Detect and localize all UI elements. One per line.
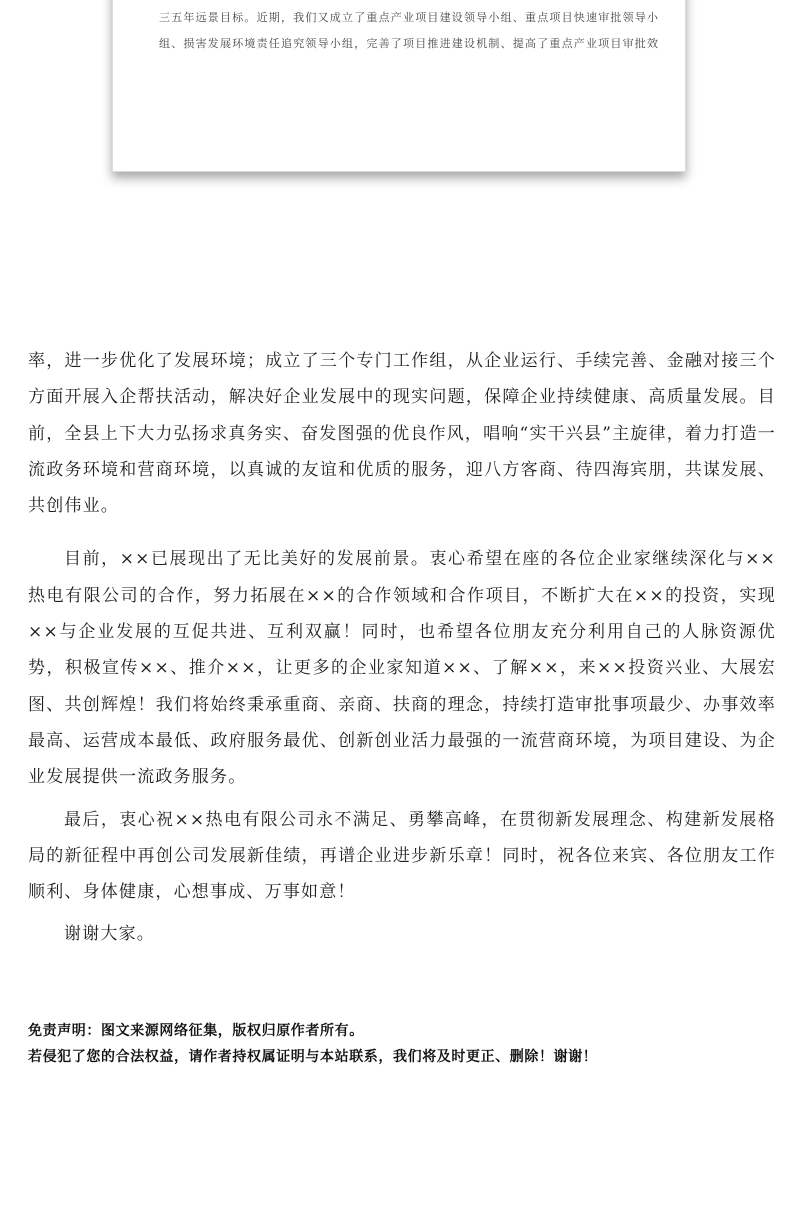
disclaimer — [28, 1018, 788, 1070]
paragraph-1: 率，进一步优化了发展环境；成立了三个专门工作组，从企业运行、手续完善、金融对接三个方面开展入企帮扶活动，解决好企业发展中的现实问题，保障企业持续健康、高质量发展。目前，全县上下大力弘扬求真务实、奋发图强的优良作风，唱响“实干兴县”主旋律，着力打造一流政务环境和营商环境，以真诚的友谊和优质的服务，迎八方客商、待四海宾朋，共谋发展、共创伟业。 — [28, 351, 776, 517]
paragraph-4: 谢谢大家。 — [64, 924, 155, 945]
paragraph-3: 最后，衷心祝××热电有限公司永不满足、勇攀高峰，在贯彻新发展理念、构建新发展格局的新征程中再创公司发展新佳绩，再谱企业进步新乐章！同时，祝各位来宾、各位朋友工作顺利、身体健康，心想事成、万事如意！ — [28, 809, 776, 903]
preview-line-1: 三五年远景目标。近期，我们又成立了重点产业项目建设领导小组、重点项目快速审批领导小 — [159, 11, 660, 24]
paragraph-2: 目前，××已展现出了无比美好的发展前景。衷心希望在座的各位企业家继续深化与××热电有限公司的合作，努力拓展在××的合作领域和合作项目，不断扩大在××的投资，实现××与企业发展的互促共进、互利双赢！同时，也希望各位朋友充分利用自己的人脉资源优势，积极宣传××、推介××，让更多的企业家知道××、了解××，来××投资兴业、大展宏图、共创辉煌！我们将始终秉承重商、亲商、扶商的理念，持续打造审批事项最少、办事效率最高、运营成本最低、政府服务最优、创新创业活力最强的一流营商环境，为项目建设、为企业发展提供一流政务服务。 — [28, 549, 776, 788]
document-page-preview — [112, 0, 686, 172]
disclaimer-line-2: 若侵犯了您的合法权益，请作者持权属证明与本站联系，我们将及时更正、删除！谢谢！ — [28, 1049, 598, 1065]
disclaimer-line-1: 免责声明：图文来源网络征集，版权归原作者所有。 — [28, 1023, 364, 1039]
article-body — [28, 343, 776, 953]
preview-line-2: 组、损害发展环境责任追究领导小组，完善了项目推进建设机制、提高了重点产业项目审批效 — [159, 37, 660, 50]
